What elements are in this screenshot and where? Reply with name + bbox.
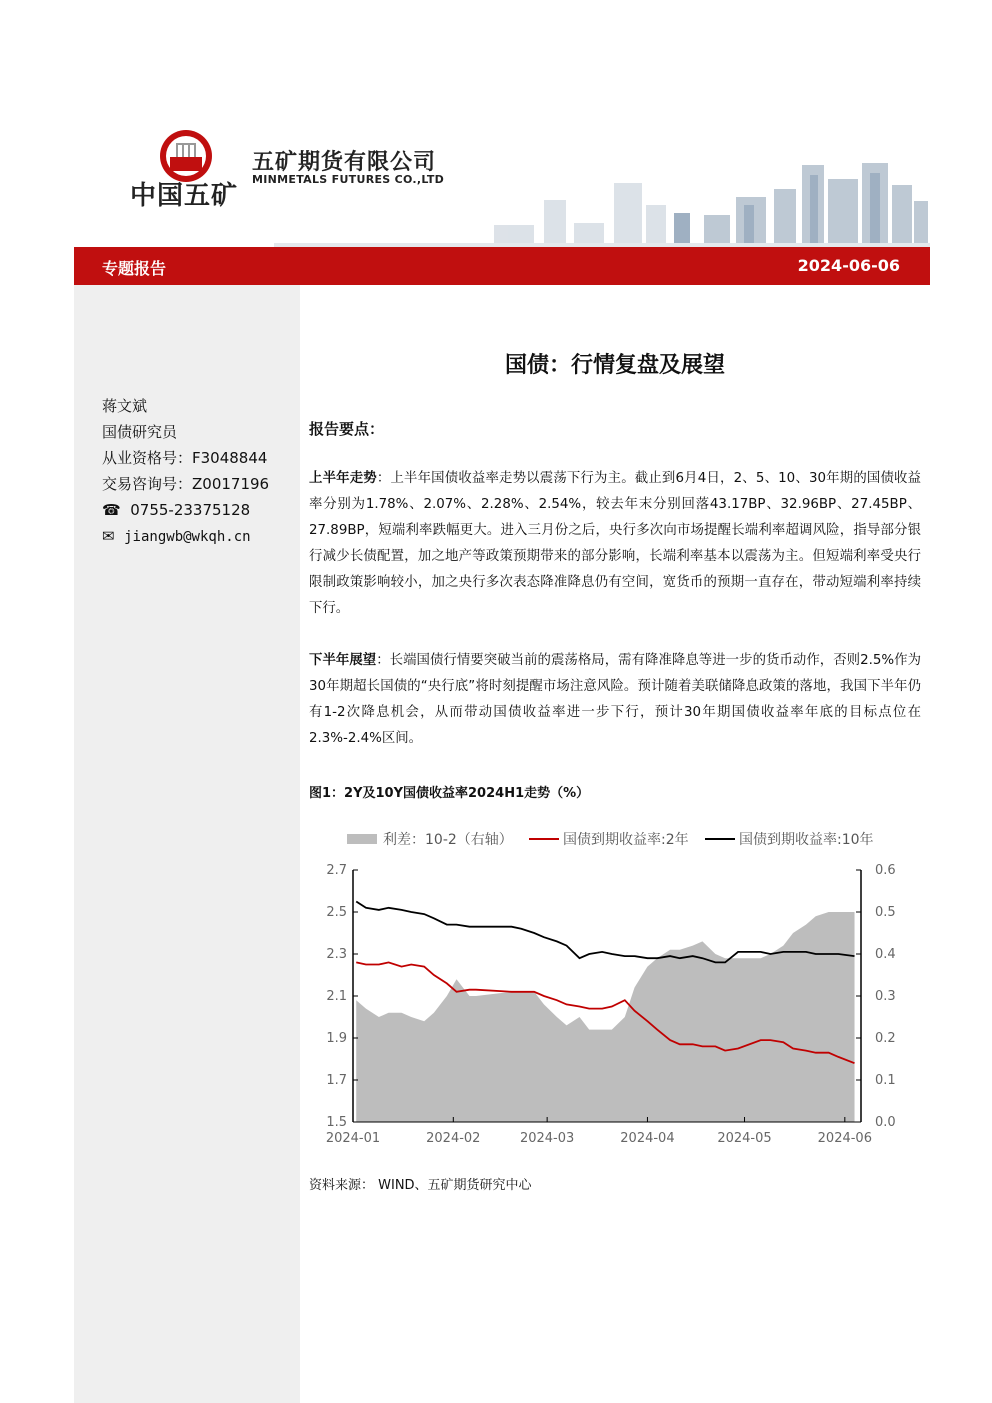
- right-axis-tick-label: 0.6: [875, 863, 896, 878]
- left-axis-tick-label: 1.9: [326, 1031, 347, 1046]
- x-axis-tick-label: 2024-01: [325, 1131, 381, 1146]
- paragraph-second-half: [309, 648, 921, 752]
- legend-spread-swatch: [347, 834, 377, 844]
- x-axis-tick-label: 2024-04: [620, 1131, 675, 1146]
- report-type-label: 专题报告: [102, 259, 167, 278]
- series-10y-line: [356, 902, 854, 963]
- right-axis-tick-label: 0.1: [875, 1073, 896, 1088]
- legend-2y-label: 国债到期收益率:2年: [563, 832, 689, 848]
- report-header: [74, 105, 930, 247]
- paragraph-first-half: [309, 466, 921, 622]
- paragraph-second-half-label: 下半年展望: [309, 653, 377, 668]
- report-banner: [74, 247, 930, 285]
- x-axis-tick-label: 2024-06: [817, 1131, 872, 1146]
- figure-title: 图1：2Y及10Y国债收益率2024H1走势（%）: [309, 786, 590, 801]
- report-title: 国债：行情复盘及展望: [504, 353, 725, 378]
- company-name-cn: 五矿期货有限公司: [252, 150, 437, 175]
- phone-icon: ☎: [102, 501, 121, 519]
- right-axis-tick-label: 0.0: [875, 1115, 896, 1130]
- x-axis-tick-label: 2024-03: [519, 1131, 575, 1146]
- author-email-row: [102, 523, 269, 550]
- author-phone-row: [102, 497, 269, 523]
- paragraph-second-half-text: ：长端国债行情要突破当前的震荡格局，需有降准降息等进一步的货币动作，否则2.5%作为30年期超长国债的“央行底”将时刻提醒市场注意风险。预计随着美联储降息政策的落地，我国下半年仍有1-2次降息机会，从而带动国债收益率进一步下行，预计30年期国债收益率年底的目标点位在2.3%-2.4%区间。: [309, 653, 921, 746]
- left-axis-tick-label: 2.3: [326, 947, 347, 962]
- left-axis-tick-label: 2.7: [326, 863, 347, 878]
- author-name: 蒋文斌: [102, 397, 148, 415]
- author-role: 国债研究员: [102, 423, 178, 441]
- right-axis-tick-label: 0.4: [875, 947, 896, 962]
- figure-source: 资料来源： WIND、五矿期货研究中心: [309, 1178, 532, 1193]
- company-name-en: MINMETALS FUTURES CO.,LTD: [252, 173, 445, 186]
- left-axis-tick-label: 1.7: [326, 1073, 347, 1088]
- legend-10y-label: 国债到期收益率:10年: [739, 832, 874, 848]
- yield-chart: [309, 822, 909, 1157]
- paragraph-first-half-text: ：上半年国债收益率走势以震荡下行为主。截止到6月4日，2、5、10、30年期的国债收益率分别为1.78%、2.07%、2.28%、2.54%，较去年末分别回落43.17BP、32.96BP、27.45BP、27.89BP，短端利率跌幅更大。进入三月份之后，央行多次向市场提醒长端利率超调风险，指导部分银行减少长债配置，加之地产等政策预期带来的部分影响，长端利率基本以震荡为主。但短端利率受央行限制政策影响较小，加之央行多次表态降准降息仍有空间，宽货币的预期一直存在，带动短端利率持续下行。: [309, 471, 922, 616]
- city-skyline-image: [274, 105, 930, 247]
- series-spread-area: [356, 912, 854, 1122]
- author-qualification: 从业资格号：F3048844: [102, 449, 268, 467]
- legend-spread-label: 利差：10-2（右轴）: [383, 832, 513, 848]
- right-axis-tick-label: 0.2: [875, 1031, 896, 1046]
- envelope-icon: ✉: [102, 527, 115, 545]
- author-email[interactable]: jiangwb@wkqh.cn: [124, 529, 251, 545]
- logo-wordmark: 中国五矿: [130, 181, 239, 211]
- x-axis-tick-label: 2024-02: [426, 1131, 481, 1146]
- left-axis-tick-label: 2.1: [326, 989, 347, 1004]
- left-axis-tick-label: 1.5: [326, 1115, 347, 1130]
- paragraph-first-half-label: 上半年走势: [309, 471, 377, 486]
- author-block: [102, 393, 269, 550]
- x-axis-tick-label: 2024-05: [717, 1131, 772, 1146]
- author-phone: 0755-23375128: [130, 501, 251, 519]
- key-points-heading: 报告要点：: [309, 420, 385, 438]
- author-consult-id: 交易咨询号：Z0017196: [102, 475, 270, 493]
- left-axis-tick-label: 2.5: [326, 905, 347, 920]
- right-axis-tick-label: 0.5: [875, 905, 896, 920]
- right-axis-tick-label: 0.3: [875, 989, 896, 1004]
- report-date: 2024-06-06: [797, 256, 900, 275]
